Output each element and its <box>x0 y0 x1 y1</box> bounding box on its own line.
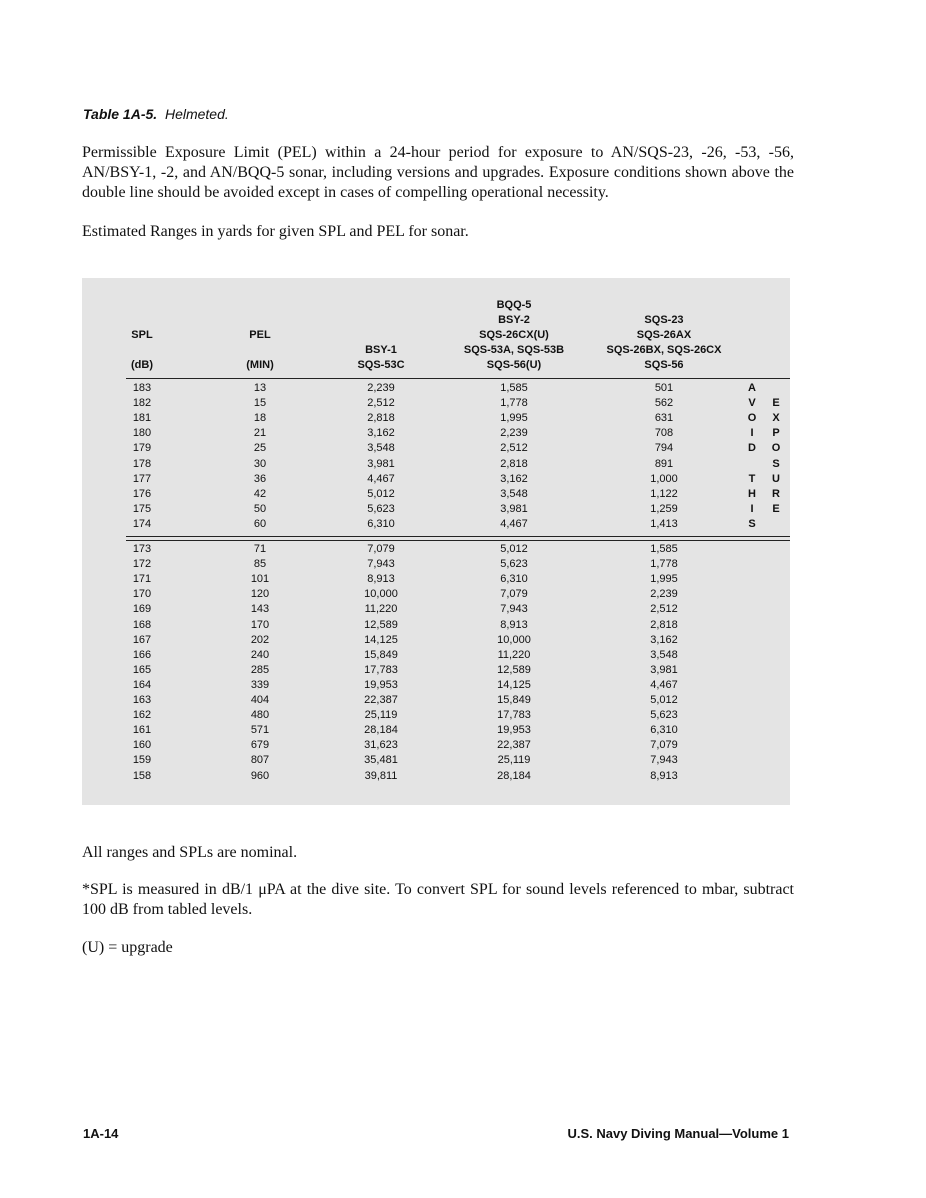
table-cell: 171 <box>132 573 152 586</box>
table-cell: 169 <box>132 603 152 616</box>
table-cell: 3,981 <box>367 457 395 470</box>
header-line: SQS-56 <box>644 359 684 371</box>
table-cell: 5,623 <box>367 502 395 515</box>
table-cell: 3,981 <box>500 502 528 515</box>
table-cell: 631 <box>654 412 674 425</box>
table-cell: 25,119 <box>364 709 398 722</box>
table-title <box>83 106 229 122</box>
table-cell: 8,913 <box>367 573 395 586</box>
table-cell: 6,310 <box>650 724 678 737</box>
table-cell: 15,849 <box>497 694 531 706</box>
ranges-note: Estimated Ranges in yards for given SPL and PEL for sonar. <box>82 223 469 240</box>
table-cell: 161 <box>132 724 152 737</box>
exposure-letter: U <box>772 472 780 485</box>
table-cell: 1,778 <box>650 558 678 571</box>
table-cell: 1,585 <box>500 382 528 394</box>
table-cell: 7,943 <box>650 754 678 767</box>
footnote-nominal: All ranges and SPLs are nominal. <box>82 844 298 861</box>
table-cell: 17,783 <box>497 709 531 722</box>
avoid-this-letter: V <box>748 397 756 410</box>
table-cell: 12,589 <box>497 663 531 676</box>
table-cell: 562 <box>654 397 674 410</box>
table-cell: 164 <box>132 678 152 691</box>
table-cell: 708 <box>654 427 674 440</box>
table-cell: 679 <box>250 739 270 752</box>
header-line: SQS-23 <box>644 314 684 326</box>
table-cell: 3,981 <box>650 663 678 676</box>
table-cell: 794 <box>654 442 674 455</box>
header-line: PEL <box>249 329 271 341</box>
table-cell: 19,953 <box>364 678 398 691</box>
table-cell: 143 <box>250 603 270 616</box>
page-number: 1A-14 <box>83 1126 119 1141</box>
table-cell: 1,413 <box>650 517 678 530</box>
table-cell: 8,913 <box>650 769 678 782</box>
table-cell: 180 <box>132 427 152 440</box>
table-cell: 1,259 <box>650 502 678 515</box>
table-cell: 501 <box>654 382 674 394</box>
table-cell: 6,310 <box>500 573 528 586</box>
table-cell: 1,122 <box>650 487 678 500</box>
table-cell: 175 <box>132 502 152 515</box>
manual-title: U.S. Navy Diving Manual—Volume 1 <box>567 1126 789 1141</box>
table-cell: 177 <box>132 472 152 485</box>
double-line-divider <box>126 540 790 541</box>
exposure-letter: S <box>772 457 780 470</box>
exposure-letter: E <box>772 502 780 515</box>
header-line: SQS-26CX(U) <box>479 329 549 341</box>
table-cell: 174 <box>132 517 152 530</box>
table-cell: 182 <box>132 397 152 410</box>
table-cell: 11,220 <box>364 603 398 616</box>
table-cell: 285 <box>250 663 270 676</box>
table-cell: 5,623 <box>500 558 528 571</box>
table-cell: 339 <box>250 678 270 691</box>
table-cell: 10,000 <box>497 633 531 646</box>
double-line-divider <box>126 536 790 537</box>
table-cell: 167 <box>132 633 152 646</box>
table-cell: 7,079 <box>367 543 395 555</box>
table-cell: 50 <box>253 502 267 515</box>
table-cell: 2,818 <box>367 412 395 425</box>
avoid-this-letter: S <box>748 517 756 530</box>
table-cell: 181 <box>132 412 152 425</box>
table-cell: 178 <box>132 457 152 470</box>
table-cell: 25 <box>253 442 267 455</box>
table-cell: 12,589 <box>364 618 398 631</box>
table-cell: 891 <box>654 457 674 470</box>
table-cell: 5,012 <box>367 487 395 500</box>
table-cell: 3,548 <box>367 442 395 455</box>
table-cell: 13 <box>253 382 267 394</box>
table-cell: 19,953 <box>497 724 531 737</box>
table-cell: 5,012 <box>500 543 528 555</box>
table-cell: 168 <box>132 618 152 631</box>
table-cell: 71 <box>253 543 267 555</box>
header-line: BSY-2 <box>498 314 530 326</box>
header-sqs23 <box>569 313 759 373</box>
header-line: BQQ-5 <box>496 299 532 311</box>
table-cell: 85 <box>253 558 267 571</box>
table-cell: 159 <box>132 754 152 767</box>
exposure-letter: R <box>772 487 780 500</box>
avoid-this-letter: D <box>748 442 756 455</box>
table-cell: 8,913 <box>500 618 528 631</box>
table-cell: 7,943 <box>367 558 395 571</box>
table-cell: 15 <box>253 397 267 410</box>
table-cell: 7,079 <box>650 739 678 752</box>
table-cell: 120 <box>250 588 270 601</box>
table-cell: 28,184 <box>497 769 531 782</box>
table-label: Table 1A-5. <box>83 106 158 122</box>
avoid-this-letter: T <box>748 472 756 485</box>
table-cell: 2,818 <box>650 618 678 631</box>
table-cell: 14,125 <box>497 678 531 691</box>
table-cell: 4,467 <box>367 472 395 485</box>
footnote-upgrade: (U) = upgrade <box>82 939 173 956</box>
table-cell: 17,783 <box>364 663 398 676</box>
table-cell: 30 <box>253 457 267 470</box>
table-cell: 1,000 <box>650 472 678 485</box>
table-cell: 807 <box>250 754 270 767</box>
table-cell: 240 <box>250 648 270 661</box>
table-cell: 158 <box>132 769 152 782</box>
table-cell: 4,467 <box>500 517 528 530</box>
table-caption: Helmeted. <box>164 106 229 122</box>
table-cell: 4,467 <box>650 678 678 691</box>
table-cell: 39,811 <box>364 769 398 782</box>
table-cell: 165 <box>132 663 152 676</box>
table-cell: 21 <box>253 427 267 440</box>
table-cell: 480 <box>250 709 270 722</box>
table-cell: 1,585 <box>650 543 678 555</box>
table-cell: 2,512 <box>650 603 678 616</box>
table-cell: 183 <box>132 382 152 394</box>
header-line <box>215 343 305 358</box>
table-cell: 404 <box>250 694 270 706</box>
table-cell: 36 <box>253 472 267 485</box>
table-cell: 160 <box>132 739 152 752</box>
avoid-this-letter: I <box>750 502 754 515</box>
header-line: SQS-26BX, SQS-26CX <box>606 344 722 356</box>
table-cell: 170 <box>132 588 152 601</box>
avoid-this-letter: A <box>748 382 756 394</box>
table-cell: 3,162 <box>500 472 528 485</box>
table-cell: 170 <box>250 618 270 631</box>
avoid-this-letter: I <box>750 427 754 440</box>
table-cell: 31,623 <box>364 739 398 752</box>
table-cell: 2,818 <box>500 457 528 470</box>
footnote-spl: *SPL is measured in dB/1 μPA at the dive site. To convert SPL for sound levels referenced to mbar, subtract 100 dB from tabled levels. <box>82 881 794 918</box>
table-cell: 42 <box>253 487 267 500</box>
header-line: (dB) <box>131 359 153 371</box>
table-cell: 173 <box>132 543 152 555</box>
table-cell: 5,623 <box>650 709 678 722</box>
table-cell: 1,995 <box>650 573 678 586</box>
table-cell: 22,387 <box>497 739 531 752</box>
avoid-this-letter: O <box>747 412 757 425</box>
table-cell: 60 <box>253 517 267 530</box>
table-cell: 3,162 <box>650 633 678 646</box>
header-pel <box>215 328 305 373</box>
table-cell: 1,778 <box>500 397 528 410</box>
table-cell: 35,481 <box>364 754 398 767</box>
exposure-table <box>82 278 790 805</box>
header-line: SQS-53A, SQS-53B <box>463 344 565 356</box>
exposure-letter: O <box>771 442 781 455</box>
header-spl <box>97 328 187 373</box>
table-cell: 2,512 <box>367 397 395 410</box>
table-cell: 179 <box>132 442 152 455</box>
header-line: SQS-56(U) <box>486 359 542 371</box>
table-cell: 5,012 <box>650 694 678 706</box>
intro-paragraph: Permissible Exposure Limit (PEL) within a 24-hour period for exposure to AN/SQS-23, -26, -53, -56, AN/BSY-1, -2, and AN/BQQ-5 sonar, including versions and upgrades. Exposure conditions shown above the double line should be avoided except in cases of compelling operational necessity. <box>82 144 794 201</box>
table-cell: 15,849 <box>364 648 398 661</box>
header-line: (MIN) <box>246 359 274 371</box>
header-rule <box>126 378 790 379</box>
table-cell: 6,310 <box>367 517 395 530</box>
exposure-letter: P <box>772 427 780 440</box>
table-cell: 163 <box>132 694 152 706</box>
table-cell: 571 <box>250 724 270 737</box>
avoid-this-letter: H <box>748 487 756 500</box>
table-cell: 3,548 <box>500 487 528 500</box>
header-line: SQS-53C <box>357 359 405 371</box>
table-cell: 176 <box>132 487 152 500</box>
table-cell: 202 <box>250 633 270 646</box>
exposure-letter: X <box>772 412 780 425</box>
table-cell: 1,995 <box>500 412 528 425</box>
table-cell: 3,548 <box>650 648 678 661</box>
table-cell: 10,000 <box>364 588 398 601</box>
header-line <box>97 343 187 358</box>
table-cell: 960 <box>250 769 270 782</box>
table-cell: 7,079 <box>500 588 528 601</box>
table-cell: 11,220 <box>497 648 531 661</box>
table-cell: 14,125 <box>364 633 398 646</box>
table-cell: 172 <box>132 558 152 571</box>
header-line: BSY-1 <box>365 344 397 356</box>
table-cell: 162 <box>132 709 152 722</box>
table-cell: 101 <box>250 573 270 586</box>
table-cell: 18 <box>253 412 267 425</box>
table-cell: 2,512 <box>500 442 528 455</box>
table-cell: 28,184 <box>364 724 398 737</box>
table-cell: 2,239 <box>500 427 528 440</box>
table-cell: 2,239 <box>650 588 678 601</box>
table-cell: 25,119 <box>497 754 531 767</box>
table-cell: 22,387 <box>364 694 398 706</box>
table-cell: 7,943 <box>500 603 528 616</box>
table-cell: 2,239 <box>367 382 395 394</box>
header-line: SQS-26AX <box>636 329 692 341</box>
table-cell: 3,162 <box>367 427 395 440</box>
header-line: SPL <box>131 329 153 341</box>
table-cell: 166 <box>132 648 152 661</box>
exposure-letter: E <box>772 397 780 410</box>
